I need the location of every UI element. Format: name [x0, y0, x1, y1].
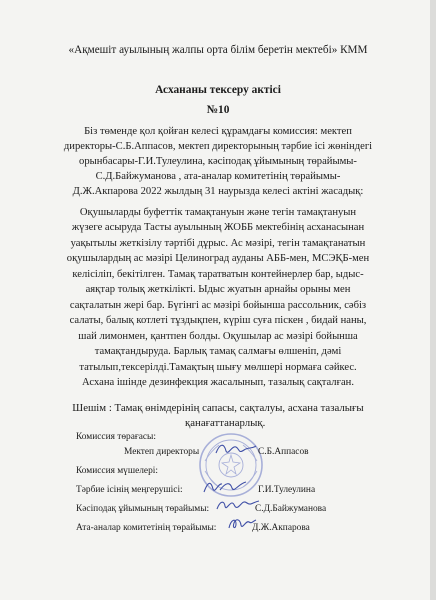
member2-name: С.Д.Байжуманова — [255, 504, 327, 514]
body-line: тамақтандыруда. Барлық тамақ салмағы өлшеніп, дәмі — [94, 346, 342, 357]
member3-name: Д.Ж.Акпарова — [252, 523, 310, 533]
body-line: келісіліп, бекітілген. Тамақ таратватын контейнерлер бар, ыдыс- — [72, 269, 364, 280]
body-line: аяқтар толық жеткілікті. Ыдыс жуатын арнайы орыны мен — [85, 284, 351, 295]
chair-name: С.Б.Аппасов — [258, 447, 309, 457]
organization-name: «Ақмешіт ауылының жалпы орта білім беретін мектебі» КММ — [68, 44, 368, 56]
intro-line: Д.Ж.Акпарова 2022 жылдың 31 наурызда келесі актіні жасадық: — [72, 186, 364, 197]
body-line: салаты, балық котлеті тұздықпен, күріш суға піскен , бидай наны, — [69, 315, 367, 326]
body-line: Оқушыларды буфеттік тамақтануын және тегін тамақтануын — [79, 207, 357, 218]
chair-role: Мектеп директоры — [124, 447, 200, 457]
intro-line: С.Д.Байжуманова , ата-аналар комитетінің төрайымы- — [95, 171, 341, 182]
members-label: Комиссия мүшелері: — [76, 466, 158, 476]
body-line: уақытылы жеткізілу тәртібі дұрыс. Ас мәзірі, тегін тамақтанатын — [70, 238, 366, 249]
intro-line: директоры-С.Б.Аппасов, мектеп директорының тәрбие ісі жөніндегі — [63, 141, 373, 152]
member1-name: Г.И.Тулеулина — [258, 485, 316, 495]
act-title: Асхананы тексеру актісі — [155, 84, 281, 96]
body-line: оқушылардың ас мәзірі Целиноград ауданы АББ-мен, МСЭҚБ-мен — [66, 253, 370, 264]
conclusion-line: Шешім : Тамақ өнімдерінің сапасы, сақталуы, асхана тазалығы — [72, 402, 364, 414]
member1-role: Тәрбие ісінің меңгерушісі: — [76, 485, 183, 495]
member1-signature — [202, 478, 248, 496]
body-line: Асхана ішінде дезинфекция жасалынып, тазалық сақталған. — [82, 377, 354, 388]
member3-role: Ата-аналар комитетінің төрайымы: — [76, 523, 217, 533]
body-line: сақталатын жері бар. Бүгінгі ас мәзірі бойынша рассольник, сәбіз — [69, 300, 367, 311]
intro-line: орынбасары-Г.И.Тулеулина, кәсіподақ ұйымының төрайымы- — [79, 156, 357, 167]
conclusion-line: қанағаттанарлық. — [185, 417, 266, 429]
intro-line: Біз төменде қол қойған келесі құрамдағы комиссия: мектеп — [84, 126, 352, 137]
act-number: №10 — [206, 104, 230, 116]
chair-label: Комиссия төрағасы: — [76, 432, 156, 442]
body-line: татылып,тексерілді.Тамақтың шығу мөлшері нормаға сәйкес. — [79, 362, 357, 373]
member2-role: Кәсіподақ ұйымының төрайымы: — [76, 504, 210, 514]
body-line: жүзеге асыруда Тасты ауылының ЖОББ мектебінің асханасынан — [71, 222, 365, 233]
body-line: шай лимонмен, қантпен болды. Оқушылар ас мәзірі бойынша — [78, 331, 358, 342]
chair-signature — [214, 441, 258, 457]
